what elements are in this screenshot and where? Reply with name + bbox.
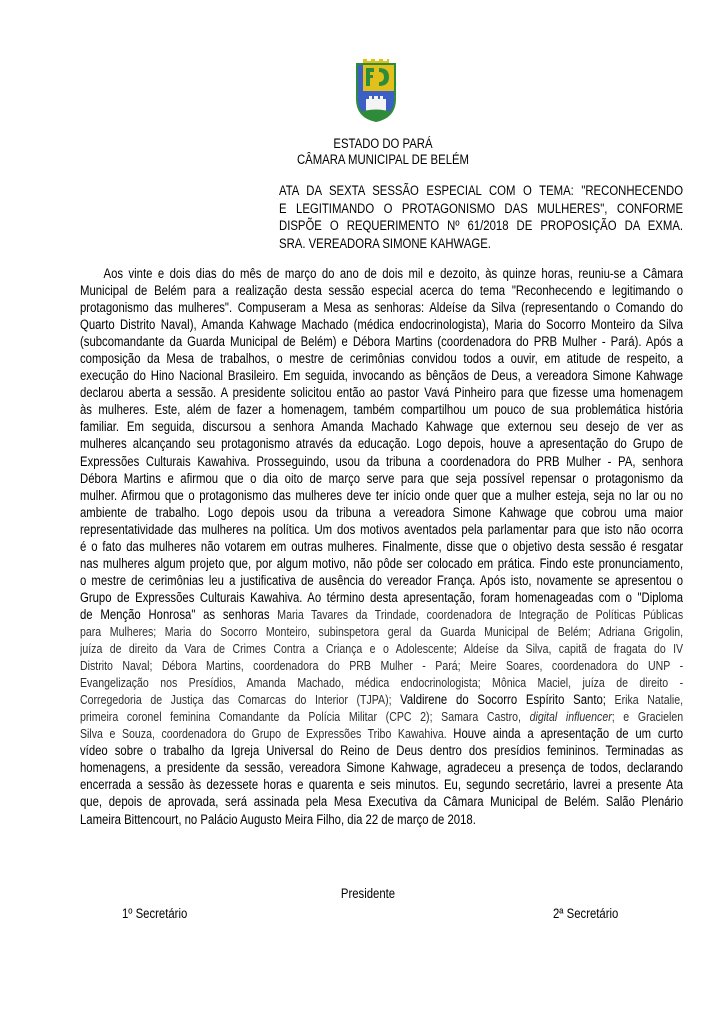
title-line: SRA. VEREADORA SIMONE KAHWAGE. bbox=[279, 236, 491, 252]
body-line bbox=[80, 811, 683, 828]
body-line bbox=[80, 708, 683, 725]
coat-of-arms-emblem bbox=[354, 57, 398, 123]
body-text: primeira coronel feminina Comandante da Polícia Militar (CPC 2); Samara Castro, bbox=[80, 710, 530, 725]
body-line bbox=[80, 657, 683, 674]
body-line bbox=[80, 435, 683, 452]
body-text: protagonismo das mulheres". Compuseram a Mesa as senhoras: Aldeíse da Silva (representando o Comando do bbox=[80, 300, 683, 316]
body-line bbox=[80, 487, 683, 504]
body-line bbox=[80, 555, 683, 572]
body-line bbox=[80, 282, 683, 299]
body-line bbox=[80, 367, 683, 384]
body-text: Grupo de Expressões Culturais Kawahiva. Ao término desta apresentação, foram homenageadas com o "Diploma bbox=[80, 589, 683, 605]
body-line bbox=[80, 384, 683, 401]
body-line bbox=[80, 299, 683, 316]
body-line bbox=[80, 265, 683, 282]
body-text: Distrito Naval; Débora Martins, coordenadora do PRB Mulher - Pará; Meire Soares, coordenadora do UNP - bbox=[80, 659, 683, 674]
body-text: às mulheres. Este, além de fazer a homenagem, também compartilhou um pouco de sua problemática história bbox=[80, 402, 683, 418]
body-text: Lameira Bittencourt, no Palácio Augusto Meira Filho, dia 22 de março de 2018. bbox=[80, 811, 476, 827]
body-text: familiar. Em seguida, discursou a senhora Amanda Machado Kahwage que externou seu desejo de ver as bbox=[80, 419, 683, 435]
body-line bbox=[80, 401, 683, 418]
body-text: declarou aberta a sessão. A presidente solicitou então ao pastor Vavá Pinheiro para que fizesse uma homenagem bbox=[80, 385, 683, 401]
signature-second-secretary: 2ª Secretário bbox=[553, 906, 619, 921]
body-line bbox=[80, 674, 683, 691]
minutes-title-text bbox=[279, 182, 683, 253]
body-line bbox=[80, 691, 683, 708]
body-text: mulheres alcançando seu protagonismo através da educação. Logo depois, houve a apresentação do Grupo de bbox=[80, 436, 683, 452]
minutes-body bbox=[80, 265, 683, 829]
body-text: homenagens, a presidente da sessão, vereadora Simone Kahwage, agradeceu a presença de todos, declarando bbox=[80, 760, 683, 776]
body-line bbox=[80, 333, 683, 350]
body-text: nas mulheres algum projeto que, por algum motivo, não pôde ser colocado em prática. Findo este pronunciamento, bbox=[80, 555, 683, 571]
body-text: é o fato das mulheres não votarem em outras mulheres. Finalmente, disse que o objetivo desta sessão é resgatar bbox=[80, 538, 683, 554]
body-line bbox=[80, 504, 683, 521]
body-text: Aos vinte e dois dias do mês de março do ano de dois mil e dezoito, às quinze horas, reuniu-se a Câmara bbox=[103, 266, 683, 281]
body-line bbox=[80, 589, 683, 606]
body-text: Expressões Culturais Kawahiva. Prosseguindo, usou da tribuna a coordenadora do PRB Mulher - PA, senhora bbox=[80, 453, 683, 469]
body-text: (subcomandante da Guarda Municipal de Belém) e Débora Martins (coordenadora do PRB Mulher - Pará). Após a bbox=[80, 334, 683, 350]
body-text: encerrada a sessão às dezessete horas e quarenta e seis minutos. Eu, segundo secretário, lavrei a presente Ata bbox=[80, 777, 683, 793]
header-state: ESTADO DO PARÁ bbox=[333, 136, 433, 151]
title-line: E LEGITIMANDO O PROTAGONISMO DAS MULHERES", CONFORME bbox=[279, 200, 683, 216]
body-text: de Menção Honrosa" as senhoras bbox=[80, 606, 278, 622]
body-text: representatividade das mulheres na política. Um dos motivos aventados pela parlamentar para que isto não ocorra bbox=[80, 521, 683, 537]
body-text: Valdirene do Socorro Espírito Santo; bbox=[400, 692, 606, 708]
body-line bbox=[80, 538, 683, 555]
body-text: juíza de direito da Vara de Crimes Contra a Criança e o Adolescente; Aldeíse da Silva, capitã de fragata do IV bbox=[80, 642, 683, 657]
signature-president: Presidente bbox=[340, 886, 396, 901]
body-text: Evangelização nos Presídios, Amanda Machado, médica endocrinologista; Mônica Maciel, juíza de direito - bbox=[80, 676, 683, 691]
body-line bbox=[80, 742, 683, 759]
title-line: ATA DA SEXTA SESSÃO ESPECIAL COM O TEMA: "RECONHECENDO bbox=[279, 183, 683, 198]
body-line bbox=[80, 453, 683, 470]
body-text: Houve ainda a apresentação de um curto bbox=[453, 726, 683, 742]
body-text: execução do Hino Nacional Brasileiro. Em seguida, invocando as bênçãos de Deus, a vereadora Simone Kahwage bbox=[80, 368, 683, 384]
minutes-title bbox=[279, 182, 683, 253]
body-line bbox=[80, 793, 683, 810]
body-line bbox=[80, 470, 683, 487]
body-text: Silva e Souza, coordenadora do Grupo de Expressões Tribo Kawahiva. bbox=[80, 727, 454, 742]
body-line bbox=[80, 521, 683, 538]
minutes-body-text bbox=[80, 265, 683, 828]
body-line bbox=[80, 418, 683, 435]
body-text: que, depois de aprovada, será assinada pela Mesa Executiva da Câmara Municipal de Belém. Salão Plenário bbox=[80, 794, 683, 810]
signature-first-secretary: 1º Secretário bbox=[122, 906, 188, 921]
body-line bbox=[80, 350, 683, 367]
emblem-castle bbox=[366, 96, 386, 111]
body-text: digital influencer bbox=[529, 710, 612, 725]
body-text: mulher. Afirmou que o protagonismo das mulheres deve ter início onde quer que a mulher esteja, seja no lar ou no bbox=[80, 487, 683, 503]
body-text: Corregedoria de Justiça das Comarcas do Interior (TJPA); bbox=[80, 693, 401, 708]
body-text: o mestre de cerimônias leu a justificativa de ausência do vereador França. Após isto, novamente se apresentou o bbox=[80, 572, 683, 588]
body-text: composição da Mesa de trabalhos, o mestre de cerimônias convidou todos a ouvir, em atitude de respeito, a bbox=[80, 351, 683, 367]
body-text: ; e Gracielen bbox=[611, 710, 683, 725]
body-text: para Mulheres; Maria do Socorro Monteiro, subinspetora geral da Guarda Municipal de Belém; Adriana Grigolin, bbox=[80, 624, 683, 639]
body-text: ambiente de trabalho. Logo depois usou da tribuna a vereadora Simone Kahwage que cobrou uma maior bbox=[80, 504, 683, 520]
body-line bbox=[80, 316, 683, 333]
body-text: Débora Martins e afirmou que o dia oito de março serve para que seja possível repensar o protagonismo da bbox=[80, 470, 683, 486]
body-line bbox=[80, 776, 683, 793]
body-line bbox=[80, 725, 683, 742]
title-line: DISPÕE O REQUERIMENTO Nº 61/2018 DE PROPOSIÇÃO DA EXMA. bbox=[279, 218, 683, 234]
body-line bbox=[80, 623, 683, 640]
body-line bbox=[80, 759, 683, 776]
body-text: Erika Natalie, bbox=[605, 693, 683, 708]
body-text: vídeo sobre o trabalho da Igreja Universal do Reino de Deus dentro dos presídios femininos. Terminadas as bbox=[80, 743, 683, 759]
body-text: Quarto Distrito Naval), Amanda Kahwage Machado (médica endocrinologista), Maria do Socorro Monteiro da Silva bbox=[80, 317, 683, 333]
body-text: Maria Tavares da Trindade, coordenadora de Integração de Políticas Públicas bbox=[277, 607, 683, 622]
body-line bbox=[80, 640, 683, 657]
body-line bbox=[80, 572, 683, 589]
body-line bbox=[80, 606, 683, 623]
header-chamber: CÂMARA MUNICIPAL DE BELÉM bbox=[296, 152, 470, 167]
body-text: Municipal de Belém para a realização desta sessão especial acerca do tema "Reconhecendo e legitimando o bbox=[80, 283, 683, 299]
